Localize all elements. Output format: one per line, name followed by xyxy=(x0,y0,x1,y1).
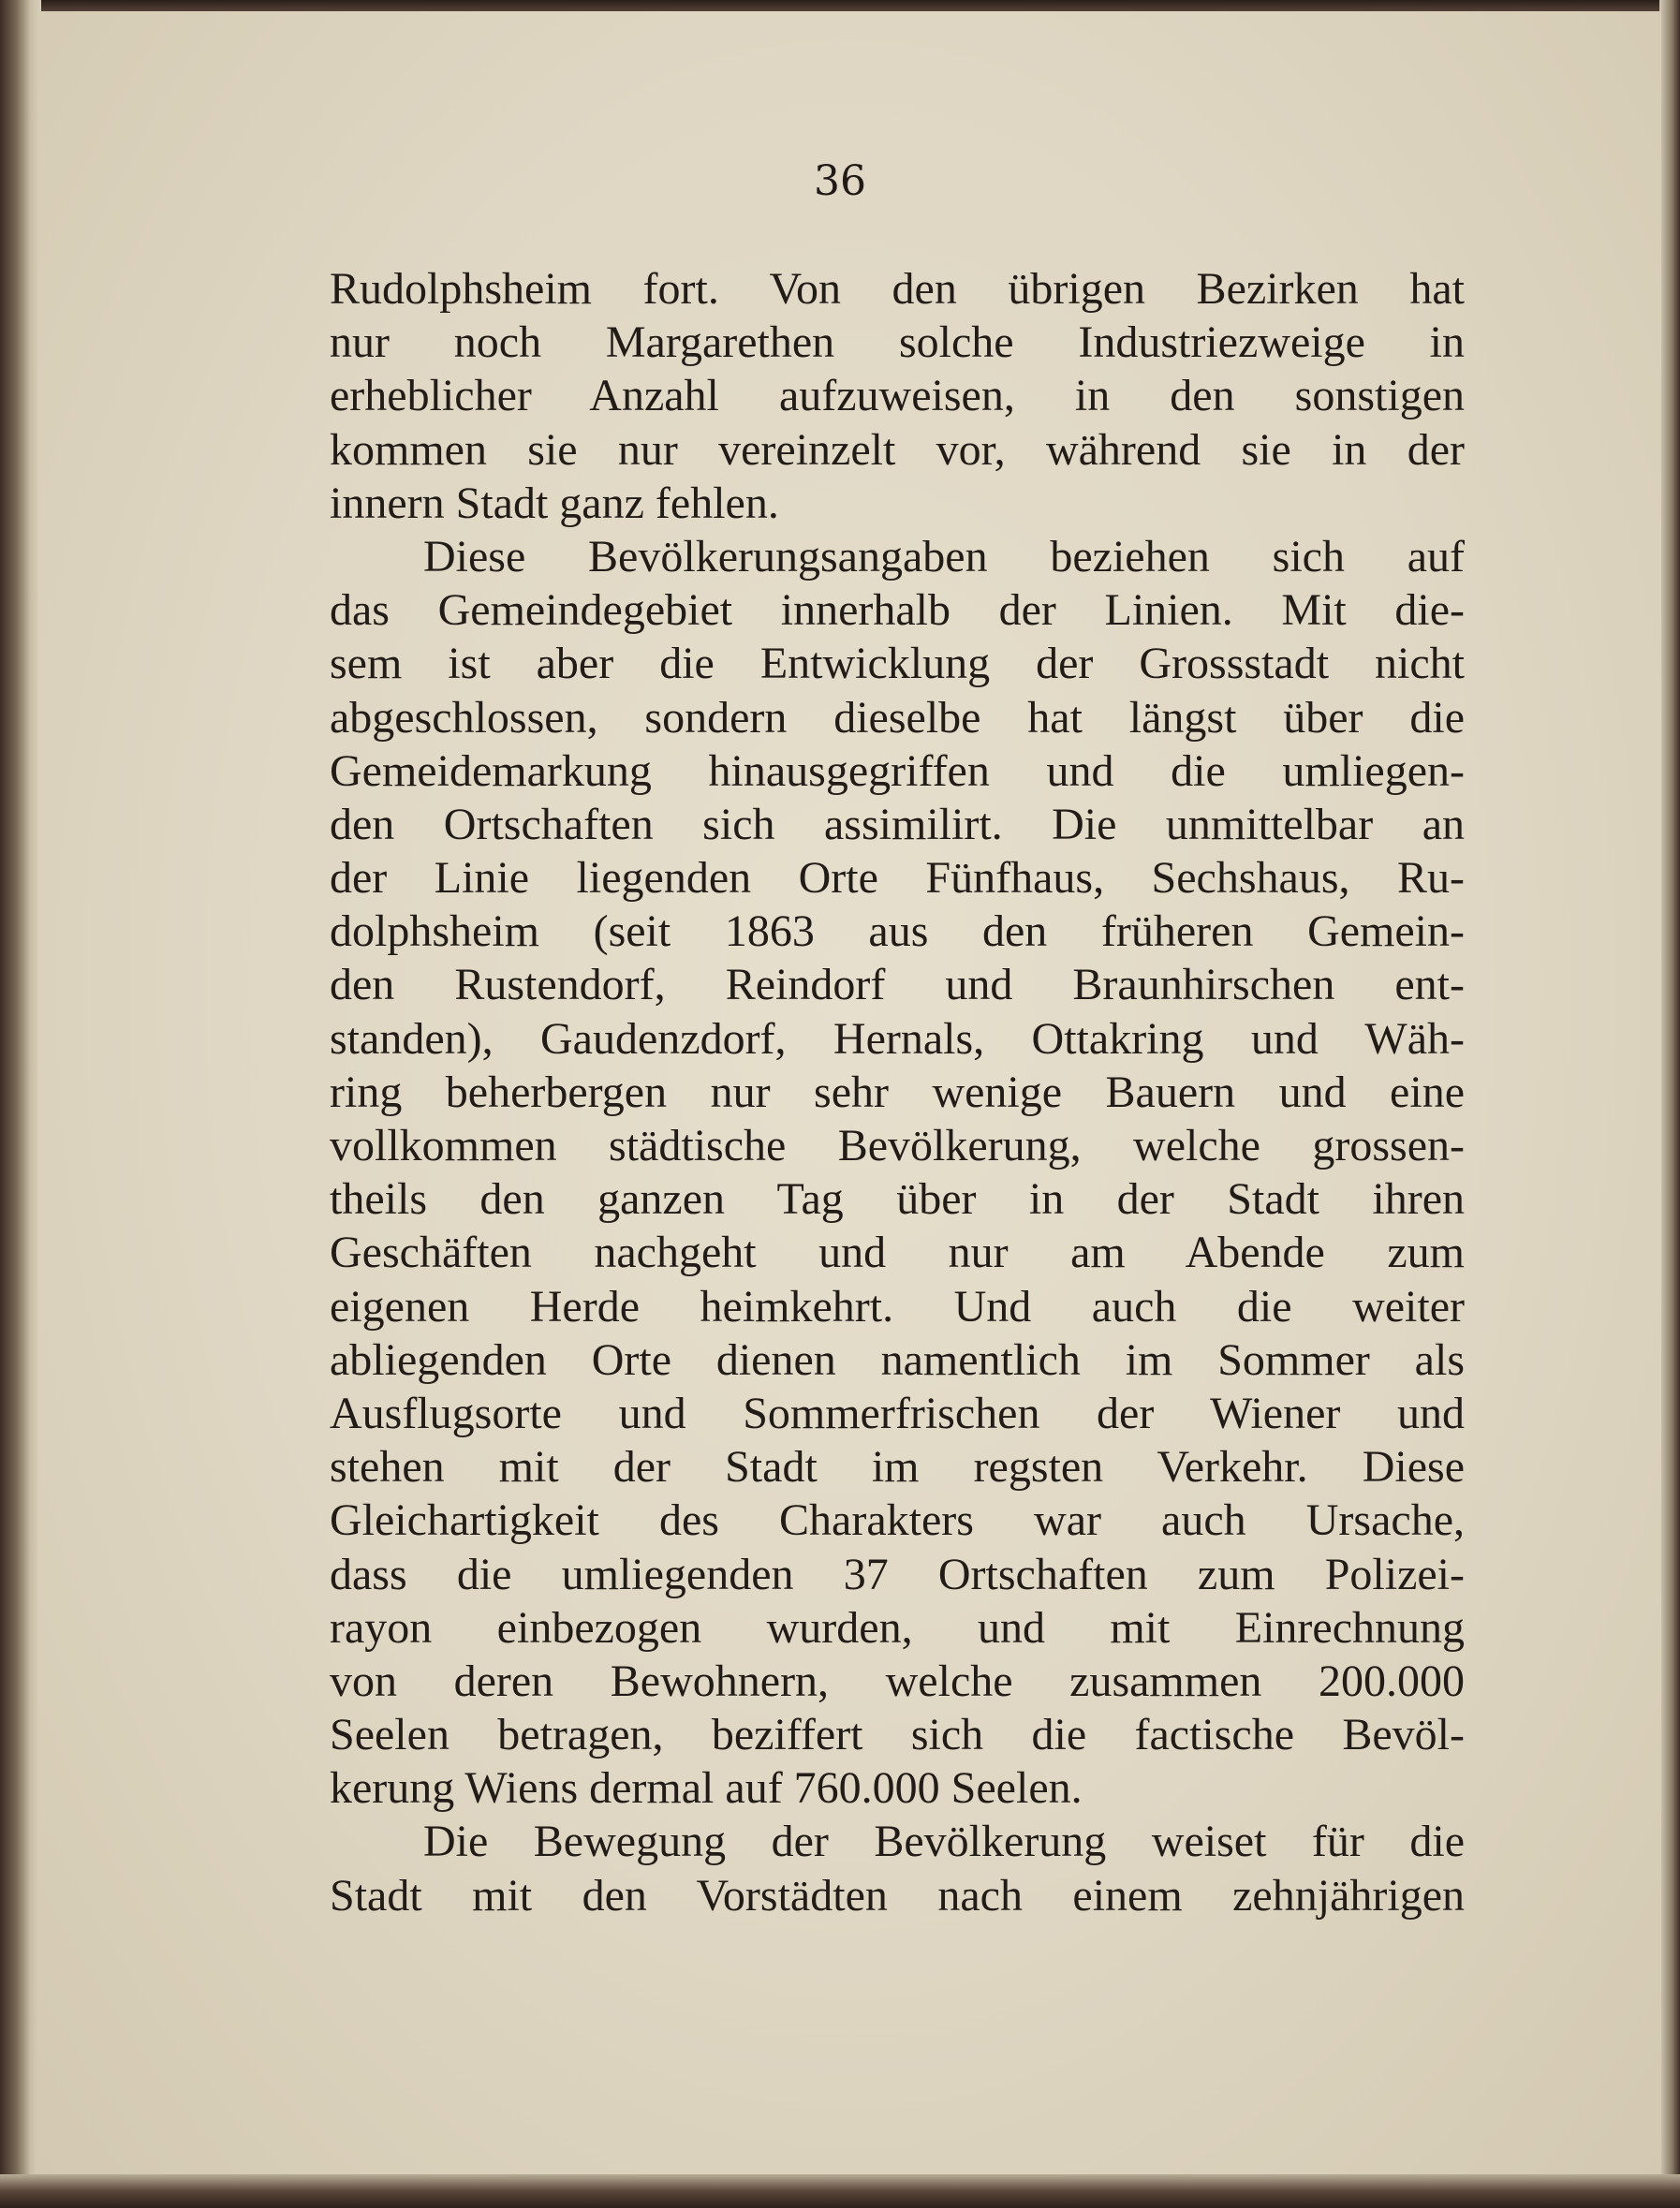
text-line: dolphsheim (seit 1863 aus den früheren Gemein- xyxy=(330,906,1465,957)
text-line: Gemeidemarkung hinausgegriffen und die umliegen- xyxy=(330,745,1465,796)
book-spine-edge xyxy=(0,0,41,2208)
book-right-edge xyxy=(1659,0,1680,2208)
text-line: sem ist aber die Entwicklung der Grossstadt nicht xyxy=(330,639,1465,689)
text-line: kerung Wiens dermal auf 760.000 Seelen. xyxy=(330,1763,1083,1814)
text-line: der Linie liegenden Orte Fünfhaus, Sechshaus, Ru- xyxy=(330,853,1465,904)
text-line: den Ortschaften sich assimilirt. Die unmittelbar an xyxy=(330,799,1465,849)
text-line: rayon einbezogen wurden, und mit Einrechnung xyxy=(330,1602,1465,1653)
text-line: den Rustendorf, Reindorf und Braunhirschen ent- xyxy=(330,960,1465,1010)
text-line: stehen mit der Stadt im regsten Verkehr. Diese xyxy=(330,1442,1465,1493)
text-line: ring beherbergen nur sehr wenige Bauern und eine xyxy=(330,1067,1465,1117)
text-line: vollkommen städtische Bevölkerung, welche grossen- xyxy=(330,1121,1465,1170)
body-text xyxy=(330,262,1465,1922)
paragraph-start-line: Die Bewegung der Bevölkerung weiset für die xyxy=(423,1817,1465,1867)
text-line: abliegenden Orte dienen namentlich im Sommer als xyxy=(330,1334,1465,1385)
text-line: eigenen Herde heimkehrt. Und auch die weiter xyxy=(330,1281,1465,1332)
text-line: erheblicher Anzahl aufzuweisen, in den sonstigen xyxy=(330,371,1465,421)
text-line: Stadt mit den Vorstädten nach einem zehnjährigen xyxy=(330,1870,1465,1921)
text-line: dass die umliegenden 37 Ortschaften zum Polizei- xyxy=(330,1549,1465,1599)
text-line: kommen sie nur vereinzelt vor, während sie in der xyxy=(330,424,1465,475)
text-line: Gleichartigkeit des Charakters war auch Ursache, xyxy=(330,1495,1465,1546)
paragraph-start-line: Diese Bevölkerungsangaben beziehen sich auf xyxy=(423,531,1465,581)
text-line: Seelen betragen, beziffert sich die factische Bevöl- xyxy=(330,1710,1465,1760)
text-line: Rudolphsheim fort. Von den übrigen Bezirken hat xyxy=(330,264,1465,314)
text-line: theils den ganzen Tag über in der Stadt ihren xyxy=(330,1174,1465,1225)
text-line: abgeschlossen, sondern dieselbe hat längst über die xyxy=(330,692,1465,743)
page-number: 36 xyxy=(814,157,866,205)
text-line: standen), Gaudenzdorf, Hernals, Ottakring und Wäh- xyxy=(330,1013,1465,1064)
text-line: nur noch Margarethen solche Industriezweige in xyxy=(330,317,1465,368)
text-line: Ausflugsorte und Sommerfrischen der Wiener und xyxy=(330,1388,1465,1438)
text-line: innern Stadt ganz fehlen. xyxy=(330,478,779,528)
text-line: Geschäften nachgeht und nur am Abende zum xyxy=(330,1228,1465,1278)
book-bottom-edge xyxy=(0,2174,1680,2208)
text-line: von deren Bewohnern, welche zusammen 200.000 xyxy=(330,1656,1465,1706)
text-line: das Gemeindegebiet innerhalb der Linien. Mit die- xyxy=(330,585,1465,636)
